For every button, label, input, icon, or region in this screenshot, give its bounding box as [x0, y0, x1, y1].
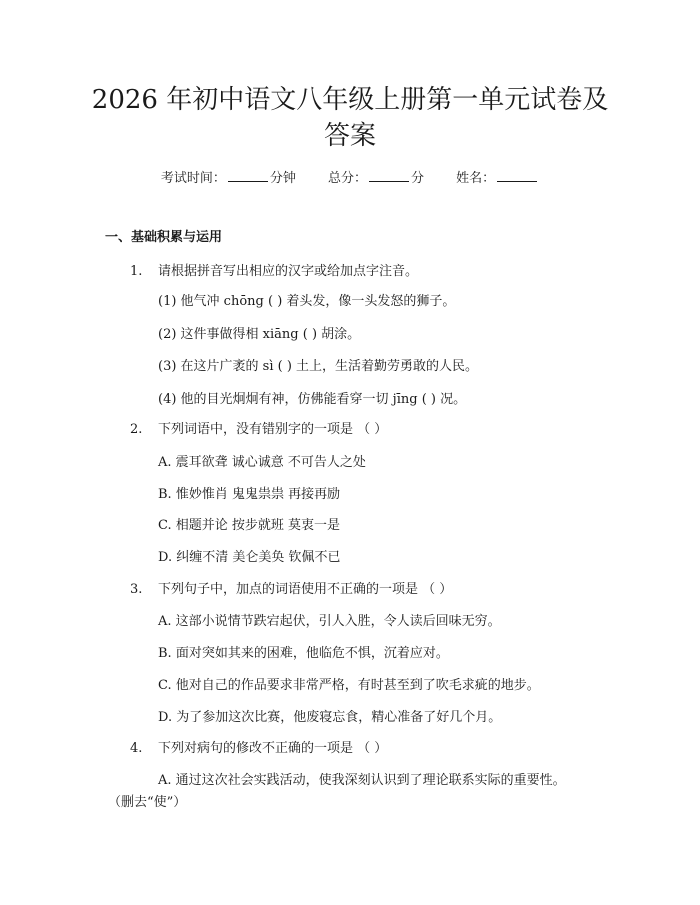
exam-time-label: 考试时间： [160, 171, 226, 186]
question-2-option-d: D. 纠缠不清 美仑美奂 钦佩不已 [158, 550, 341, 565]
exam-time-blank [228, 168, 268, 182]
question-4-option-a-note: （删去“使”） [108, 795, 187, 810]
question-4-prompt: 下列对病句的修改不正确的一项是 （ ） [158, 741, 388, 756]
question-1-item-2: (2) 这件事做得相 xiāng ( ) 胡涂。 [158, 327, 361, 342]
question-3-prompt: 下列句子中，加点的词语使用不正确的一项是 （ ） [158, 582, 453, 597]
exam-time-field [161, 168, 296, 189]
student-name-label: 姓名： [456, 171, 496, 186]
total-score-label: 总分： [327, 171, 367, 186]
total-score-blank [369, 168, 409, 182]
question-1-item-3: (3) 在这片广袤的 sì ( ) 土上，生活着勤劳勇敢的人民。 [158, 359, 479, 374]
question-2-option-c: C. 相题并论 按步就班 莫衷一是 [158, 518, 341, 533]
exam-title: 2026 年初中语文八年级上册第一单元试卷及答案 [91, 85, 609, 151]
question-2-prompt: 下列词语中，没有错别字的一项是 （ ） [158, 422, 388, 437]
question-1-number: 1. [130, 264, 143, 279]
question-3-number: 3. [130, 582, 143, 597]
question-3-option-b: B. 面对突如其来的困难，他临危不惧，沉着应对。 [158, 646, 449, 661]
question-2-option-b: B. 惟妙惟肖 鬼鬼祟祟 再接再励 [158, 487, 341, 502]
student-name-blank [497, 168, 537, 182]
section-heading: 一、基础积累与运用 [105, 230, 223, 245]
student-name-field [456, 168, 539, 189]
exam-meta-row [0, 168, 700, 189]
question-3-option-d: D. 为了参加这次比赛，他废寝忘食，精心准备了好几个月。 [158, 710, 502, 725]
total-score-unit: 分 [411, 171, 425, 186]
question-2-number: 2. [130, 422, 143, 437]
exam-time-unit: 分钟 [269, 171, 296, 186]
question-1-item-4: (4) 他的目光炯炯有神，仿佛能看穿一切 jīng ( ) 况。 [158, 392, 467, 407]
question-3-option-c: C. 他对自己的作品要求非常严格，有时甚至到了吹毛求疵的地步。 [158, 678, 540, 693]
question-3-option-a: A. 这部小说情节跌宕起伏，引人入胜，令人读后回味无穷。 [158, 614, 501, 629]
total-score-field [328, 168, 424, 189]
question-4-option-a: A. 通过这次社会实践活动，使我深刻认识到了理论联系实际的重要性。 [158, 773, 566, 788]
question-1-item-1: (1) 他气冲 chōng ( ) 着头发，像一头发怒的狮子。 [158, 294, 456, 309]
question-4-number: 4. [130, 741, 143, 756]
question-1-prompt: 请根据拼音写出相应的汉字或给加点字注音。 [158, 264, 419, 279]
question-2-option-a: A. 震耳欲聋 诚心诚意 不可告人之处 [158, 455, 366, 470]
